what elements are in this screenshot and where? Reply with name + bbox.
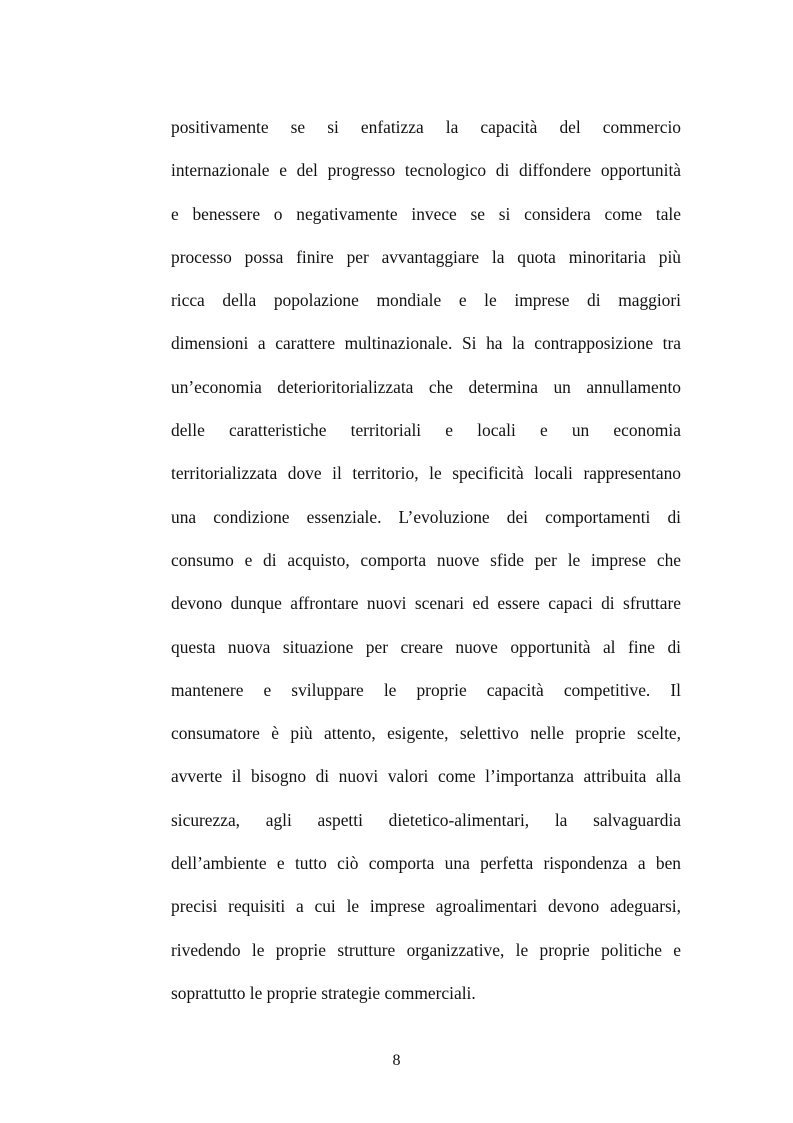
text-line: territorializzata dove il territorio, le specificità locali rappresentano [171,463,681,484]
text-line: positivamente se si enfatizza la capacità del commercio [171,117,681,137]
text-line: devono dunque affrontare nuovi scenari ed essere capaci di sfruttare [171,593,681,614]
text-line: dell’ambiente e tutto ciò comporta una perfetta rispondenza a ben [171,853,681,874]
text-line: questa nuova situazione per creare nuove opportunità al fine di [171,636,681,657]
page-number: 8 [392,1052,401,1069]
text-line: un’economia deterioritorializzata che determina un annullamento [171,376,681,397]
text-line: processo possa finire per avvantaggiare la quota minoritaria più [171,246,681,267]
text-line-last: soprattutto le proprie strategie commerciali. [171,982,476,1003]
text-line: avverte il bisogno di nuovi valori come l’importanza attribuita alla [171,766,681,787]
text-line: internazionale e del progresso tecnologico di diffondere opportunità [171,160,681,181]
text-line: delle caratteristiche territoriali e locali e un economia [171,420,681,441]
text-line: ricca della popolazione mondiale e le imprese di maggiori [171,290,681,311]
text-line: rivedendo le proprie strutture organizzative, le proprie politiche e [171,939,681,960]
text-line: una condizione essenziale. L’evoluzione dei comportamenti di [171,506,681,527]
text-line: consumo e di acquisto, comporta nuove sfide per le imprese che [171,549,681,570]
text-line: e benessere o negativamente invece se si considera come tale [171,203,681,224]
text-line: mantenere e sviluppare le proprie capacità competitive. Il [171,679,681,700]
text-line: precisi requisiti a cui le imprese agroalimentari devono adeguarsi, [171,896,681,917]
text-line: sicurezza, agli aspetti dietetico-alimentari, la salvaguardia [171,809,681,830]
body-paragraph [171,112,681,1021]
text-line: consumatore è più attento, esigente, selettivo nelle proprie scelte, [171,723,681,744]
text-line: dimensioni a carattere multinazionale. Si ha la contrapposizione tra [171,333,681,354]
